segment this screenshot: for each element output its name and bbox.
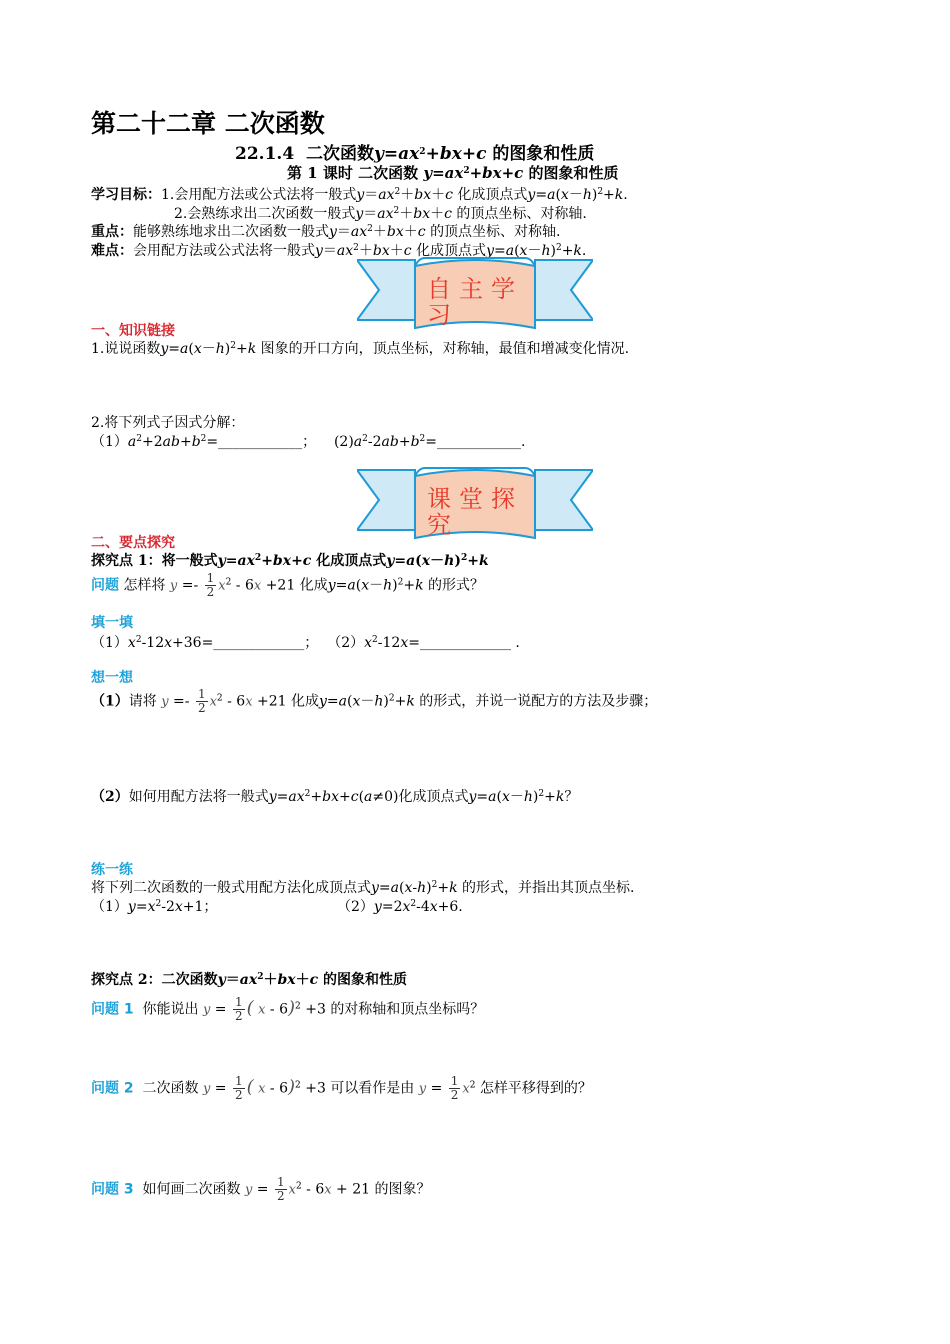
think-title: 想一想 [91,670,133,686]
point2-post: 的图象和性质 [323,972,407,988]
difficulty-pre: 会用配方法或公式法将一般式 [133,243,315,259]
goal-1-mid: 化成顶点式 [457,187,528,203]
key-point-pre: 能够熟练地求出二次函数一般式 [133,224,329,240]
section-num: 22.1.4 [235,144,295,164]
lesson-title: 第 1 课时 二次函数 $y=ax^2+bx+c$ 的图象和性质 [287,164,619,182]
q2a-blank: =____________； [206,434,317,450]
practice-item-1: $(1)y=x^2-2x+1$； [91,899,218,915]
fill1-blank: =_____________； [201,635,319,651]
practice-text: 将下列二次函数的一般式用配方法化成顶点式$y=a(x-h)^2+k$ 的形式，并指出其顶点坐标. [91,880,635,896]
p2q2-post: 怎样平移得到的？ [479,1080,592,1097]
point2-question-2: 问题 2 二次函数 y = $\frac{1}{2}$ ( x - 6)$^2$ +3 可以看作是由 y = $\frac{1}{2}$ $x^2$ 怎样平移得到的？ [91,1074,592,1102]
think1-pre: 请将 [128,693,157,710]
think1-mid: 化成 [291,693,319,710]
difficulty-label: 难点： [91,243,133,259]
lesson-pre: 第 1 课时 二次函数 [287,164,419,182]
practice-text-pre: 将下列二次函数的一般式用配方法化成顶点式 [91,880,371,896]
part1-q2: 2.将下列式子因式分解： [91,415,245,431]
goal-1: 学习目标：1.会用配方法或公式法将一般式$y=ax^2+bx+c$ 化成顶点式$y=a(x-h)^2+k$. [91,187,628,203]
lesson-post: 的图象和性质 [528,164,619,182]
section-title: 22.1.4 二次函数$y=ax^2+bx+c$ 的图象和性质 [235,144,595,164]
point1-pre: 探究点 1：将一般式 [91,553,218,569]
banner-self-study [357,254,593,334]
chapter-title: 第二十二章 二次函数 [91,109,325,138]
goals-label: 学习目标： [91,187,161,203]
q2b-blank: =____________. [425,434,526,450]
fill-title: 填一填 [91,615,133,631]
section-post: 的图象和性质 [492,144,595,164]
key-point-post: 的顶点坐标、对称轴. [430,224,561,240]
p2q3-post: 的图象？ [374,1181,431,1198]
goal-2: 2.会熟练求出二次函数一般式$y=ax^2+bx+c$ 的顶点坐标、对称轴. [174,206,587,222]
part2-title: 二、要点探究 [91,535,175,551]
point1-mid: 化成顶点式 [316,553,387,569]
think-2: （2）如何用配方法将一般式$y=ax^2+bx+c(a\ne 0)$化成顶点式$y=a(x-h)^2+k$？ [91,789,579,805]
part1-q1-pre: 1.说说函数 [91,341,161,357]
practice-item-2: $(2)y=2x^2-4x+6$. [337,899,463,915]
practice-text-post: 的形式，并指出其顶点坐标. [462,880,635,896]
q2a-label: （1） [91,434,128,450]
question-post: 的形式？ [428,577,484,594]
p2q1-label: 问题 1 [91,1001,134,1018]
practice1-label: （1） [91,899,128,915]
goal-2-post: 的顶点坐标、对称轴. [456,206,587,222]
question-label: 问题 [91,577,119,594]
p2q2-pre: 二次函数 [142,1080,199,1097]
difficulty-mid: 化成顶点式 [416,243,487,259]
q2b-label: (2) [333,434,354,450]
point2-question-3: 问题 3 如何画二次函数 y = $\frac{1}{2}$ $x^2 - 6x + 21$ 的图象？ [91,1175,431,1203]
p2q1-post: 的对称轴和顶点坐标吗？ [330,1001,485,1018]
think1-label: （1） [91,693,129,710]
point1-title: 探究点 1：将一般式$y=ax^2+bx+c$ 化成顶点式$y=a(x-h)^2+k$ [91,553,489,569]
think2-mid: 化成顶点式 [398,789,469,805]
goal-1-pre: 1.会用配方法或公式法将一般式 [161,187,357,203]
key-point: 重点：能够熟练地求出二次函数一般式$y=ax^2+bx+c$ 的顶点坐标、对称轴. [91,224,561,240]
key-point-label: 重点： [91,224,133,240]
banner-class-explore [357,464,593,544]
think2-label: （2） [91,789,129,805]
fill1-label: （1） [91,635,128,651]
practice-title: 练一练 [91,862,133,878]
p2q2-label: 问题 2 [91,1080,134,1097]
section-pre: 二次函数 [306,144,374,164]
banner-self-study-text: 自主学习 [427,275,523,329]
think2-pre: 如何用配方法将一般式 [128,789,269,805]
p2q1-pre: 你能说出 [142,1001,199,1018]
part1-q1: 1.说说函数$y=a(x-h)^2+k$ 图象的开口方向，顶点坐标，对称轴，最值和增减变化情况. [91,341,630,357]
fill-items: $(1)x^2-12x+36=\_\_\_\_\_\_\_\_\_\_\_\_\_$； $(2)x^2-12x=\_\_\_\_\_\_\_\_\_\_\_\_\_$ . [91,635,520,651]
practice2-label: （2） [337,899,374,915]
think-1: （1）请将 y =- $\frac{1}{2}$ $x^2 - 6x +21$ 化成$y=a(x-h)^2+k$ 的形式，并说一说配方的方法及步骤； [91,687,658,715]
think1-post: 的形式，并说一说配方的方法及步骤； [419,693,658,710]
fill2-label: （2） [327,635,365,651]
point2-pre: 探究点 2：二次函数 [91,972,218,988]
fill2-blank: =_____________ . [408,635,520,651]
question-mid: 化成 [299,577,328,594]
p2q3-label: 问题 3 [91,1181,134,1198]
difficulty: 难点：会用配方法或公式法将一般式$y=ax^2+bx+c$ 化成顶点式$y=a(x-h)^2+k$. [91,243,587,259]
goal-2-pre: 2.会熟练求出二次函数一般式 [174,206,356,222]
p2q3-pre: 如何画二次函数 [142,1181,241,1198]
banner-class-explore-text: 课堂探究 [427,485,523,539]
point2-title: 探究点 2：二次函数$y=ax^2+bx+c$ 的图象和性质 [91,972,407,988]
part1-title: 一、知识链接 [91,323,175,339]
part1-q2-items: $(1)a^2+2ab+b^2=\_\_\_\_\_\_\_\_\_\_\_\_$； $(2)a^2-2ab+b^2=\_\_\_\_\_\_\_\_\_\_\_\_$. [91,434,526,450]
p2q2-mid: 可以看作是由 [330,1080,415,1097]
question-1: 问题 怎样将 y =- $\frac{1}{2}$ $x^2 - 6x +21$ 化成$y=a(x-h)^2+k$ 的形式？ [91,571,484,599]
point2-question-1: 问题 1 你能说出 y = $\frac{1}{2}$ ( x - 6)$^2$ +3 的对称轴和顶点坐标吗？ [91,995,485,1023]
question-pre: 怎样将 [123,577,166,594]
part1-q1-post: 图象的开口方向，顶点坐标，对称轴，最值和增减变化情况. [260,341,630,357]
